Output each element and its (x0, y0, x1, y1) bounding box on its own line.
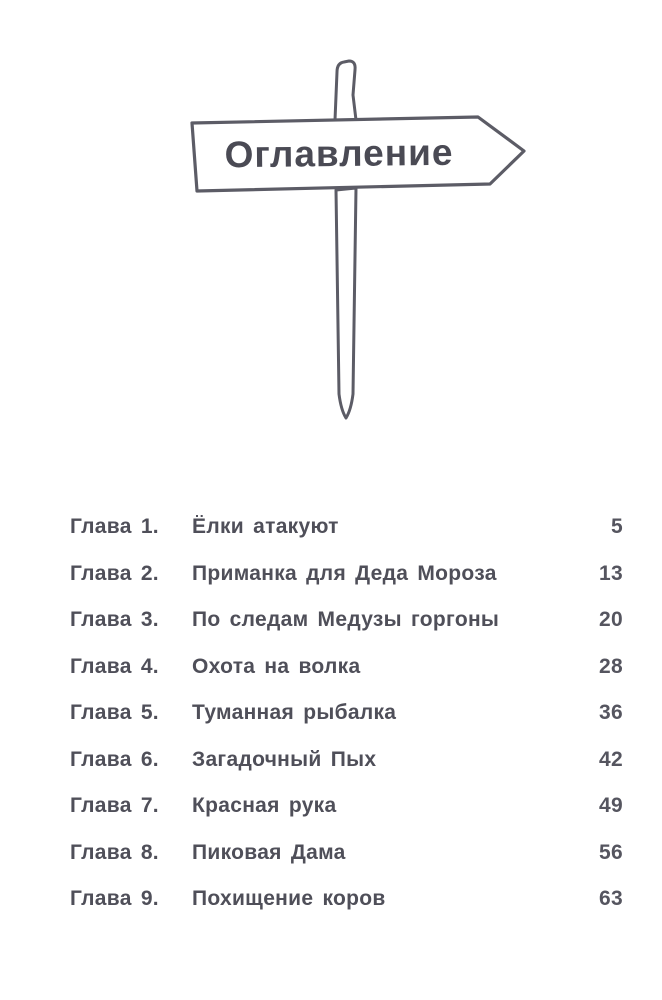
toc-chapter-title: Ёлки атакуют (192, 515, 339, 539)
toc-row (70, 830, 623, 877)
toc-chapter-label: Глава 6. (70, 747, 159, 771)
toc-chapter-title: Туманная рыбалка (192, 701, 397, 725)
table-of-contents (70, 504, 623, 923)
toc-row (70, 597, 623, 644)
toc-page-number: 49 (599, 794, 623, 818)
toc-row (70, 737, 623, 784)
toc-row (70, 876, 623, 923)
toc-chapter-title: Загадочный Пых (192, 747, 377, 771)
toc-chapter-title: Похищение коров (192, 887, 386, 911)
signpost-pole-top-icon (335, 61, 356, 120)
toc-chapter-label: Глава 2. (70, 561, 159, 585)
toc-chapter-label: Глава 5. (70, 701, 159, 725)
toc-chapter-label: Глава 4. (70, 654, 159, 678)
toc-page-number: 56 (599, 840, 623, 864)
toc-page-number: 20 (599, 608, 623, 632)
toc-page-number: 63 (599, 887, 623, 911)
toc-chapter-label: Глава 7. (70, 794, 159, 818)
toc-chapter-title: Пиковая Дама (192, 840, 346, 864)
toc-page-number: 5 (611, 515, 623, 539)
toc-page-number: 42 (599, 747, 623, 771)
toc-page-number: 36 (599, 701, 623, 725)
toc-chapter-label: Глава 1. (70, 515, 159, 539)
toc-chapter-title: Приманка для Деда Мороза (192, 561, 497, 585)
toc-row (70, 504, 623, 551)
toc-chapter-label: Глава 9. (70, 887, 159, 911)
toc-row (70, 551, 623, 598)
toc-page-number: 13 (599, 561, 623, 585)
toc-row (70, 690, 623, 737)
toc-chapter-title: По следам Медузы горгоны (192, 608, 500, 632)
page-title: Оглавление (224, 131, 454, 176)
toc-chapter-title: Красная рука (192, 794, 337, 818)
toc-chapter-title: Охота на волка (192, 654, 361, 678)
toc-chapter-label: Глава 8. (70, 840, 159, 864)
toc-page-number: 28 (599, 654, 623, 678)
toc-row (70, 644, 623, 691)
toc-row (70, 783, 623, 830)
signpost-pole-bottom-icon (336, 188, 356, 418)
signpost-illustration (0, 0, 662, 440)
toc-chapter-label: Глава 3. (70, 608, 159, 632)
